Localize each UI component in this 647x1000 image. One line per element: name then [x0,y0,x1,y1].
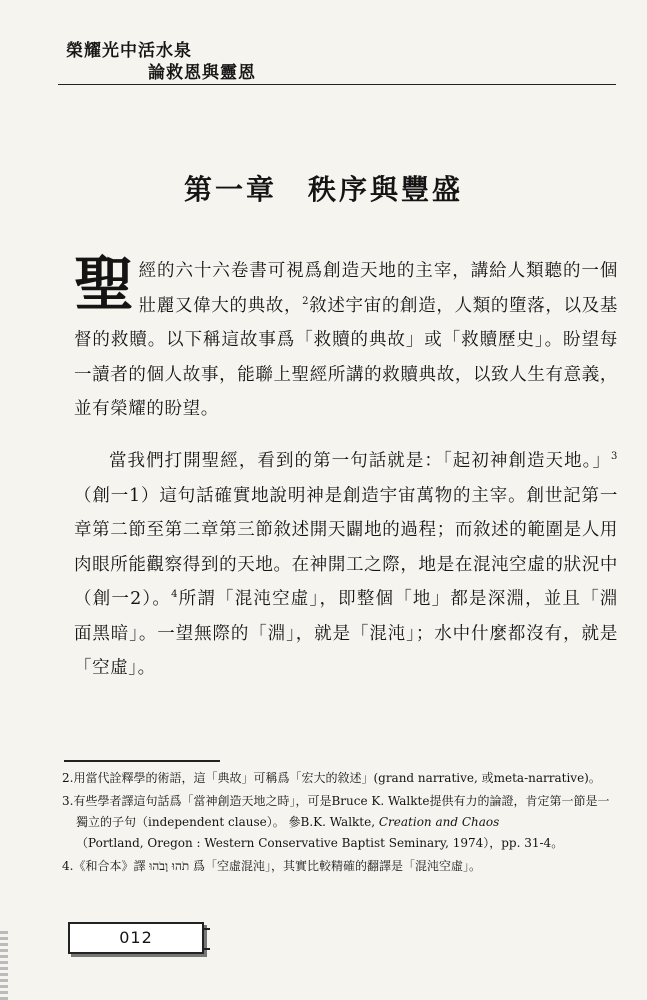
scan-edge-artifact [0,930,8,1000]
paragraph-2-text-a: 當我們打開聖經，看到的第一句話就是：「起初神創造天地。」 [109,451,612,471]
footnote-3-text-a: 3.有些學者譯這句話爲「當神創造天地之時」，可是Bruce K. Walkte提供有力的論證，肯定第一節是一獨立的子句（independent clause）。 參B.K. Walkte, [62,794,610,829]
running-header-title: 榮耀光中活水泉 [66,41,192,61]
running-header-subtitle: 論救恩與靈恩 [148,63,256,83]
chapter-title: 第一章 秩序與豐盛 [183,173,463,206]
footnote-2: 2.用當代詮釋學的術語，這「典故」可稱爲「宏大的敘述」(grand narrative, 或meta-narrative)。 [62,771,601,785]
paragraph-2 [74,444,618,686]
footnote-ref-3: 3 [611,451,618,463]
drop-cap: 聖 [74,250,135,320]
footnote-3-text-b: （Portland, Oregon : Western Conservative Baptist Seminary, 1974），pp. 31-4。 [76,836,564,850]
paragraph-1-text-b: 敘述宇宙的創造，人類的墮落，以及基督的救贖。以下稱這故事爲「救贖的典故」或「救贖歷史」。盼望每一讀者的個人故事，能聯上聖經所講的救贖典故，以致人生有意義，並有榮耀的盼望。 [74,295,618,419]
footnote-3 [62,791,616,854]
paragraph-1-text-a: 經的六十六卷書可視爲創造天地的主宰，講給人類聽的一個壯麗又偉大的典故， [138,261,618,316]
footnote-ref-4: 4 [171,589,179,601]
footnote-ref-2: 2 [302,295,310,307]
paragraph-1 [74,250,618,427]
footnote-3-book-title: Creation and Chaos [378,815,500,829]
page-number-bracket [202,928,210,950]
page-number-box [68,922,204,954]
paragraph-2-text-c: 所謂「混沌空虛」，即整個「地」都是深淵，並且「淵面黑暗」。一望無際的「淵」，就是「混沌」；水中什麼都沒有，就是「空虛」。 [74,589,618,678]
footnote-4: 4.《和合本》譯 תֹהוּ וָבֹהוּ 爲「空虛混沌」，其實比較精確的翻譯是「混沌空虛」。 [62,859,482,873]
header-rule [58,84,616,85]
page-number: 012 [119,928,153,947]
footnotes [62,768,616,879]
paragraph-2-text-b: （創一1）這句話確實地說明神是創造宇宙萬物的主宰。創世記第一章第二節至第二章第三節敘述開天闢地的過程；而敘述的範圍是人用肉眼所能觀察得到的天地。在神開工之際，地是在混沌空虛的狀況中（創一2）。 [74,485,618,609]
footnote-rule [64,760,220,762]
